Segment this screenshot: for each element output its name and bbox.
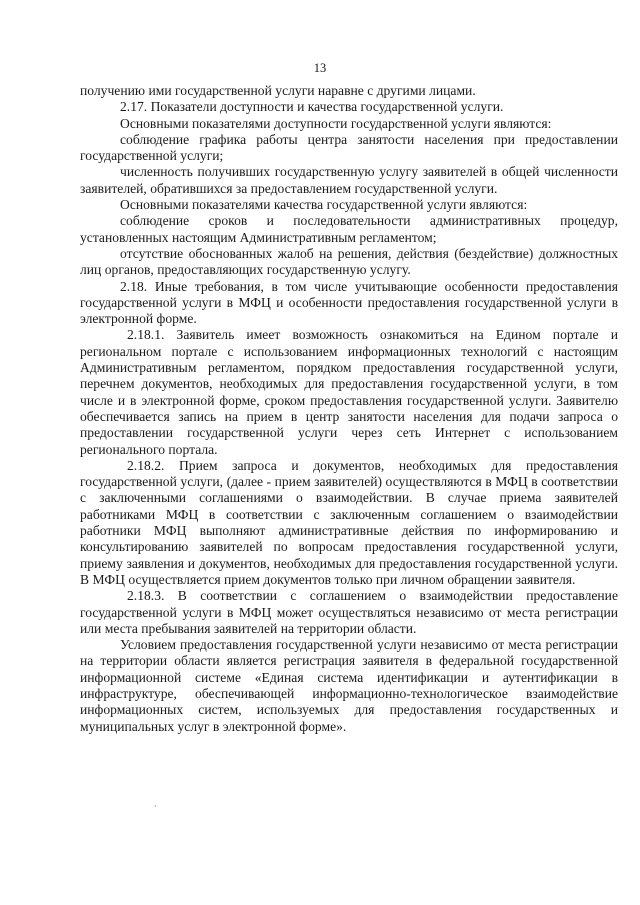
paragraph-continuation: получению ими государственной услуги наравне с другими лицами. bbox=[80, 83, 476, 98]
paragraph: соблюдение графика работы центра занятости населения при предоставлении государственной услуги; bbox=[80, 131, 618, 164]
section-heading-2-18: 2.18. Иные требования, в том числе учитывающие особенности предоставления государственной услуги в МФЦ и особенности предоставления государственной услуги в электронной форме. bbox=[80, 278, 618, 327]
stray-mark: ˎ bbox=[154, 797, 157, 807]
section-2-18-3: 2.18.3. В соответствии с соглашением о взаимодействии предоставление государственной услуги в МФЦ может осуществляться независимо от места регистрации или места пребывания заявителей на территории области. bbox=[80, 588, 618, 636]
paragraph: Основными показателями качества государственной услуги являются: bbox=[120, 197, 528, 213]
section-2-18-1: 2.18.1. Заявитель имеет возможность ознакомиться на Едином портале и региональном портале с использованием информационных технологий с настоящим Административным регламентом, порядком предоставления государственной услуги, перечнем документов, необходимых для предоставления государственной услуги, в том числе и в электронной форме, сроком предоставления государственной услуги. Заявителю обеспечивается запись на прием в центр занятости населения для подачи запроса о предоставлении государственной услуги через сеть Интернет с использованием регионального портала. bbox=[80, 327, 618, 457]
document-body bbox=[80, 83, 618, 735]
section-heading-2-17: 2.17. Показатели доступности и качества государственной услуги. bbox=[120, 99, 504, 115]
paragraph: Основными показателями доступности государственной услуги являются: bbox=[120, 115, 552, 131]
section-2-18-2: 2.18.2. Прием запроса и документов, необходимых для предоставления государственной услуги, (далее - прием заявителей) осуществляются в МФЦ в соответствии с заключенными соглашениями о взаимодействии. В случае приема заявителей работниками МФЦ в соответствии с заключенным соглашением о взаимодействии работники МФЦ выполняют административные действия по информированию и консультированию заявителей по вопросам предоставления государственной услуги, приему заявления и документов, необходимых для предоставления государственной услуги. В МФЦ осуществляется прием документов только при личном обращении заявителя. bbox=[80, 457, 618, 587]
paragraph: Условием предоставления государственной услуги независимо от места регистрации на территории области является регистрация заявителя в федеральной государственной информационной системе «Единая система идентификации и аутентификации в инфраструктуре, обеспечивающей информационно-технологическое взаимодействие информационных систем, используемых для предоставления государственных и муниципальных услуг в электронной форме». bbox=[80, 637, 618, 734]
paragraph: численность получивших государственную услугу заявителей в общей численности заявителей, обратившихся за предоставлением государственной услуги. bbox=[80, 164, 618, 196]
paragraph: соблюдение сроков и последовательности административных процедур, установленных настоящим Административным регламентом; bbox=[80, 213, 618, 245]
page-number: 13 bbox=[313, 61, 327, 75]
paragraph: отсутствие обоснованных жалоб на решения, действия (бездействие) должностных лиц органов, предоставляющих государственную услугу. bbox=[80, 245, 618, 278]
